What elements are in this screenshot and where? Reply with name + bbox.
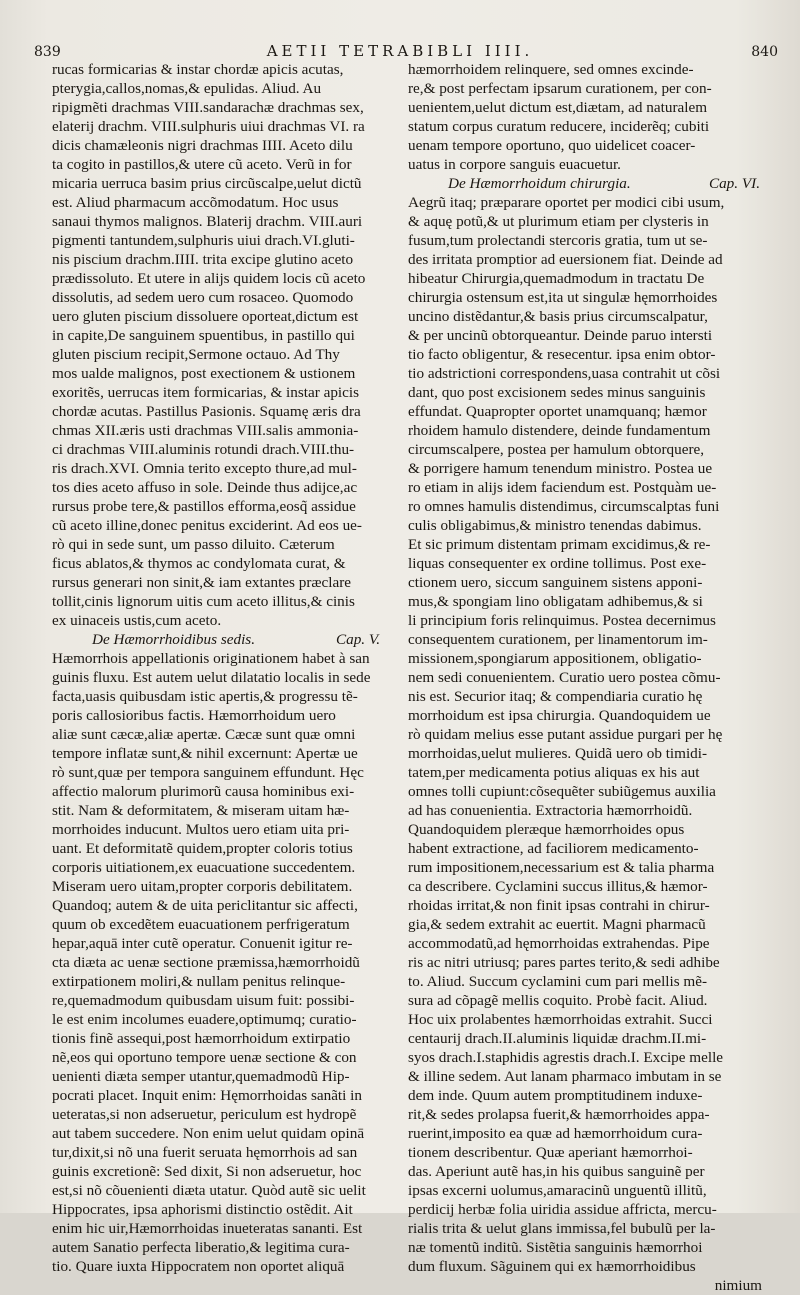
text-line: ris ac nitri utriusq; pares partes terito,& sedi adhibe: [408, 954, 720, 971]
text-line: corporis uitiationem,ex euacuatione succedentem.: [52, 859, 356, 876]
text-line: syos drach.I.staphidis agrestis drach.I. Excipe melle: [408, 1049, 724, 1066]
text-line: guinis excretionẽ: Sed dixit, Si non adseruetur, hoc: [52, 1163, 362, 1180]
text-line: dissolutis, ad sedem uero cum rosaceo. Quomodo: [52, 289, 354, 306]
text-line: uatus in corpore sanguis euacuetur.: [408, 156, 621, 173]
text-line: accommodatũ,ad hęmorrhoidas extrahendas. Pipe: [408, 935, 710, 952]
text-line: & aquę potũ,& ut plurimum etiam per clysteris in: [408, 213, 709, 230]
text-line: re,quemadmodum quibusdam uisum fuit: possibi-: [52, 992, 355, 1009]
text-line: exoritẽs, uerrucas item formicarias, & instar apicis: [52, 384, 360, 401]
text-line: uenienti diæta semper utantur,quemadmodũ Hip-: [52, 1068, 350, 1085]
text-line: sura ad cõpagẽ mellis coquito. Probè facit. Aliud.: [408, 992, 708, 1009]
text-line: ctionem uero, siccum sanguinem sistens apponi-: [408, 574, 703, 591]
text-line: fusum,tum prolectandi stercoris gratia, tum ut se-: [408, 232, 708, 249]
text-line: ris drach.XVI. Omnia terito excepto thure,ad mul-: [52, 460, 357, 477]
text-line: enim hic uir,Hæmorrhoidas inueteratas sananti. Est: [52, 1220, 363, 1237]
text-line: ex uinaceis ustis,cum aceto.: [52, 612, 222, 629]
text-line: uenam tempore oportuno, quo uidelicet coacer-: [408, 137, 696, 154]
text-line: Aegrũ itaq; præparare oportet per modici cibi usum,: [408, 194, 725, 211]
text-line: perdicij herbæ folia uiridia assidue affricta, mercu-: [408, 1201, 717, 1218]
text-line: Hoc uix prolabentes hæmorrhoidas extrahit. Succi: [408, 1011, 713, 1028]
text-line: & porrigere hamum tenendum ministro. Postea ue: [408, 460, 713, 477]
chapter-heading-title: De Hæmorrhoidibus sedis.: [92, 631, 255, 648]
text-line: rò quidam melius esse putant assidue purgari per hę: [408, 726, 723, 743]
text-line: tos dies aceto affuso in sole. Deinde thus adijce,ac: [52, 479, 358, 496]
text-line: micaria uerruca basim prius circũscalpe,uelut dictũ: [52, 175, 362, 192]
text-line: ci drachmas VIII.aluminis rotundi drach.VIII.thu-: [52, 441, 355, 458]
text-line: ta cogito in pastillos,& utere cũ aceto. Verũ in for: [52, 156, 352, 173]
left-column: [52, 60, 390, 1276]
text-line: dum fluxum. Sãguinem qui ex hæmorrhoidibus: [408, 1258, 696, 1275]
left-folio-number: 839: [34, 44, 61, 60]
chapter-heading-vi: [408, 174, 770, 193]
text-line: hæmorrhoidem relinquere, sed omnes excinde-: [408, 61, 694, 78]
text-line: Quandoquidem pleræque hæmorrhoides opus: [408, 821, 685, 838]
text-line: in capite,De sanguinem spuentibus, in pastillo qui: [52, 327, 355, 344]
chapter-number: Cap. VI.: [708, 175, 760, 192]
text-line: stit. Nam & deformitatem, & miseram uitam hæ-: [52, 802, 350, 819]
chapter-heading-title: De Hæmorrhoidum chirurgia.: [448, 175, 631, 192]
text-line: mos ualde malignos, post exectionem & ustionem: [52, 365, 356, 382]
text-line: rum impositionem,necessarium est & talia pharma: [408, 859, 715, 876]
right-folio-number: 840: [751, 44, 778, 60]
text-line: morrhoidas,uelut mulieres. Quidã uero ob timidi-: [408, 745, 708, 762]
text-line: re,& post perfectam ipsarum curationem, per con-: [408, 80, 712, 97]
text-line: Miseram uero uitam,propter corporis debilitatem.: [52, 878, 353, 895]
text-line: næ tomentũ inditũ. Sistẽtia sanguinis hæmorrhoi: [408, 1239, 703, 1256]
text-line: rucas formicarias & instar chordæ apicis acutas,: [52, 61, 344, 78]
text-line: dicis chamæleonis nigri drachmas IIII. Aceto dilu: [52, 137, 353, 154]
right-column-text-top: [408, 60, 770, 174]
text-line: ueteratas,si non adseruetur, periculum est hydropẽ: [52, 1106, 357, 1123]
text-line: ripigmẽti drachmas VIII.sandarachæ drachmas sex,: [52, 99, 364, 116]
text-line: consequentem curationem, per linamentorum im-: [408, 631, 708, 648]
text-line: chirurgia ostensum est,ita ut singulæ hęmorrhoides: [408, 289, 718, 306]
text-line: quum ob excedẽtem euacuationem perfrigeratum: [52, 916, 350, 933]
text-line: to. Aliud. Succum cyclamini cum pari mellis mẽ-: [408, 973, 708, 990]
text-line: circumscalpere, postea per hamulum obtorquere,: [408, 441, 705, 458]
text-line: Quandoq; autem & de uita periclitantur sic affecti,: [52, 897, 358, 914]
text-line: rialis trita & uelut glans immissa,fel bubulũ per la-: [408, 1220, 716, 1237]
text-line: missionem,spongiarum appositionem, obligatio-: [408, 650, 702, 667]
text-line: ro omnes hamulis distendimus, circumscalptas funi: [408, 498, 720, 515]
text-line: chmas XII.æris usti drachmas VIII.salis ammonia-: [52, 422, 359, 439]
text-line: tempore inflatæ sunt,& nihil excernunt: Apertæ ue: [52, 745, 358, 762]
text-line: elaterij drachm. VIII.sulphuris uiui drachmas VI. ra: [52, 118, 365, 135]
text-line: hibeatur Chirurgia,quemadmodum in tractatu De: [408, 270, 705, 287]
text-line: li principium foris relinquimus. Postea decernimus: [408, 612, 716, 629]
text-line: mus,& spongiam lino obligatam adhibemus,& si: [408, 593, 703, 610]
text-line: hepar,aquā inter cutẽ operatur. Conuenit igitur re-: [52, 935, 353, 952]
text-line: ficus ablatos,& thymos ac condylomata curat, &: [52, 555, 346, 572]
text-line: omnes tolli cupiunt:cõsequẽter subiũgemus auxilia: [408, 783, 716, 800]
text-line: ruerint,imposito ea quæ ad hæmorrhoidum cura-: [408, 1125, 703, 1142]
text-line: guinis fluxu. Est autem uelut dilatatio localis in sede: [52, 669, 371, 686]
text-line: nis est. Securior itaq; & compendiaria curatio hę: [408, 688, 703, 705]
text-line: habent extractione, ad faciliorem medicamento-: [408, 840, 699, 857]
text-line: nis piscium drachm.IIII. trita excipe glutino aceto: [52, 251, 354, 268]
text-line: Et sic primum distentam primam excidimus,& re-: [408, 536, 711, 553]
text-line: morrhoides inducunt. Multos uero etiam uita pri-: [52, 821, 350, 838]
text-line: & illine sedem. Aut lanam pharmaco imbutam in se: [408, 1068, 722, 1085]
text-line: rit,& sedes prolapsa fuerit,& hæmorrhoides appa-: [408, 1106, 710, 1123]
text-line: gia,& sedem extrahit ac euertit. Magni pharmacũ: [408, 916, 706, 933]
text-line: ro etiam in alijs idem faciendum est. Postquàm ue-: [408, 479, 717, 496]
text-line: Hæmorrhois appellationis originationem habet à san: [52, 650, 370, 667]
text-line: tio facto obligentur, & resecentur. ipsa enim obtor-: [408, 346, 716, 363]
text-line: facta,uasis quibusdam istic apertis,& progressu tẽ-: [52, 688, 358, 705]
text-line: pocrati placet. Inquit enim: Hęmorrhoidas sanãti in: [52, 1087, 362, 1104]
text-line: das. Aperiunt autẽ has,in his quibus sanguinẽ per: [408, 1163, 705, 1180]
text-line: culis obligabimus,& ministro tenendas dabimus.: [408, 517, 702, 534]
text-line: extirpationem moliri,& nullam penitus relinque-: [52, 973, 346, 990]
text-line: rhoidas irritat,& non finit ipsas contrahi in chirur-: [408, 897, 710, 914]
text-line: statum corpus curatum reducere, inciderẽq; cubiti: [408, 118, 710, 135]
text-line: tionis finẽ assequi,post hæmorrhoidum extirpatio: [52, 1030, 351, 1047]
text-line: morrhoidum est ipsa chirurgia. Quandoquidem ue: [408, 707, 711, 724]
text-line: pigmenti tantundem,sulphuris uiui drach.VI.gluti-: [52, 232, 355, 249]
catchword: nimium: [714, 1277, 762, 1294]
text-line: aliæ sunt cæcæ,aliæ apertæ. Cæcæ sunt quæ omni: [52, 726, 356, 743]
text-line: cta diæta ac uenæ sectione præmissa,hæmorrhoidũ: [52, 954, 360, 971]
text-line: rursus generari non sinit,& iam extantes præclare: [52, 574, 352, 591]
text-line: sanaui thymos malignos. Blaterij drachm. VIII.auri: [52, 213, 363, 230]
text-line: ad has conuenientia. Extractoria hæmorrhoidũ.: [408, 802, 693, 819]
text-line: tollit,cinis lignorum uitis cum aceto illitus,& cinis: [52, 593, 355, 610]
text-line: ca describere. Cyclamini succus illitus,& hæmor-: [408, 878, 708, 895]
chapter-heading-v: [52, 630, 390, 649]
text-line: tio adstrictioni correspondens,uasa contrahit ut cõsi: [408, 365, 721, 382]
text-line: tur,dixit,si nõ una fuerit seruata hęmorrhois ad san: [52, 1144, 358, 1161]
text-line: gluten piscium recipit,Sermone octauo. Ad Thy: [52, 346, 340, 363]
text-line: uero gluten piscium dissoluere oporteat,dictum est: [52, 308, 359, 325]
right-column: [408, 60, 770, 1295]
text-line: nem sedi conuenientem. Curatio uero postea cõmu-: [408, 669, 721, 686]
text-line: dant, quo post excisionem sedes minus sanguinis: [408, 384, 706, 401]
chapter-number: Cap. V.: [335, 631, 380, 648]
text-line: uenientem,uelut dictum est,diætam, ad naturalem: [408, 99, 708, 116]
text-line: rursus probe tere,& pastillos efforma,eosq̃ assidue: [52, 498, 356, 515]
text-line: cũ aceto illine,donec penitus exciderint. Ad eos ue-: [52, 517, 362, 534]
text-line: rò sunt,quæ per tempora sanguinem effundunt. Hęc: [52, 764, 364, 781]
text-line: rò qui in sede sunt, um passo diluito. Cæterum: [52, 536, 335, 553]
text-line: des irritata promptior ad euersionem fiat. Deinde ad: [408, 251, 723, 268]
text-line: & per uncinũ obtorqueantur. Deinde paruo intersti: [408, 327, 713, 344]
text-line: autem Sanatio perfecta liberatio,& legitima cura-: [52, 1239, 350, 1256]
text-line: rhoidem hamulo distendere, deinde fundamentum: [408, 422, 711, 439]
text-line: pterygia,callos,nomas,& epulidas. Aliud. Au: [52, 80, 322, 97]
text-line: tio. Quare iuxta Hippocratem non oportet aliquā: [52, 1258, 345, 1275]
left-column-text-bottom: [52, 649, 390, 1276]
text-line: ipsas excerni uolumus,amaracinũ unguentũ illitũ,: [408, 1182, 707, 1199]
text-line: est,si nõ cõuenienti diæta utatur. Quòd autẽ sic uelit: [52, 1182, 366, 1199]
text-line: uant. Et deformitatẽ quidem,propter coloris totius: [52, 840, 353, 857]
text-line: liquas consequenter ex ordine tollimus. Post exe-: [408, 555, 707, 572]
text-line: chordæ acutas. Pastillus Pasionis. Squamę æris dra: [52, 403, 361, 420]
running-head-title: AETII TETRABIBLI IIII.: [266, 42, 534, 60]
text-line: effundat. Quapropter oportet unamquanq; hæmor: [408, 403, 707, 420]
text-line: Hippocrates, ipsa aphorismi distinctio ostẽdit. Ait: [52, 1201, 353, 1218]
text-line: poris callosioribus factis. Hæmorrhoidum uero: [52, 707, 336, 724]
left-column-text-top: [52, 60, 390, 630]
text-line: tatem,per medicamenta potius aliquas ex his aut: [408, 764, 700, 781]
text-line: est. Aliud pharmacum accõmodatum. Hoc usus: [52, 194, 339, 211]
text-line: tionem describentur. Quæ aperiant hæmorrhoi-: [408, 1144, 693, 1161]
right-column-text-bottom: [408, 193, 770, 1276]
text-line: centaurij drach.II.aluminis liquidæ drachm.II.mi-: [408, 1030, 707, 1047]
text-line: uncino distẽdantur,& basis prius circumscalpatur,: [408, 308, 708, 325]
text-line: affectio malorum plurimorũ causa hominibus exi-: [52, 783, 355, 800]
text-line: aut tabem succedere. Non enim uelut quidam opinā: [52, 1125, 365, 1142]
text-line: nẽ,eos qui oportuno tempore uenæ sectione & con: [52, 1049, 357, 1066]
text-line: dem inde. Quum autem promptitudinem induxe-: [408, 1087, 703, 1104]
text-line: prædissoluto. Et utere in alijs quidem locis cũ aceto: [52, 270, 366, 287]
text-line: le est enim incolumes euadere,optimumq; curatio-: [52, 1011, 357, 1028]
